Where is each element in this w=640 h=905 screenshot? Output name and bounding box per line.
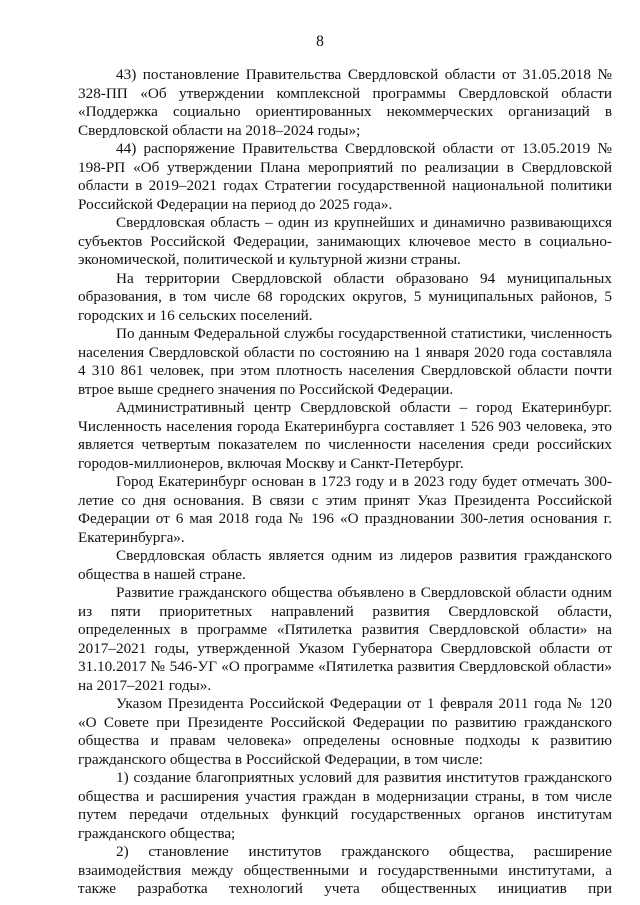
list-item-approach-1: 1) создание благоприятных условий для развития институтов гражданского общества и расширения участия граждан в модернизации страны, в том числе путем передачи отдельных функций государственных органов институтам гражданского общества; xyxy=(78,769,612,842)
paragraph-item-43: 43) постановление Правительства Свердловской области от 31.05.2018 № 328-ПП «Об утверждении комплексной программы Свердловской области «Поддержка социально ориентированных некоммерческих организаций в Свердловской области на 2018–2024 годы»; xyxy=(78,66,612,139)
paragraph-municipalities: На территории Свердловской области образовано 94 муниципальных образования, в том числе 68 городских округов, 5 муниципальных районов, 5 городских и 16 сельских поселений. xyxy=(78,269,612,324)
list-item-approach-2: 2) становление институтов гражданского общества, расширение взаимодействия между общественными и государственными институтами, а также разработка технологий учета общественных инициатив при xyxy=(78,843,612,897)
body-text xyxy=(78,66,612,899)
paragraph-city-anniversary: Город Екатеринбург основан в 1723 году и в 2023 году будет отмечать 300-летие со дня основания. В связи с этим принят Указ Президента Российской Федерации от 6 мая 2018 года № 196 «О праздновании 300-летия основания г. Екатеринбурга». xyxy=(78,473,612,546)
paragraph-population: По данным Федеральной службы государственной статистики, численность населения Свердловской области по состоянию на 1 января 2020 года составляла 4 310 861 человек, при этом плотность населения Свердловской области почти втрое выше среднего значения по Российской Федерации. xyxy=(78,325,612,398)
paragraph-item-44: 44) распоряжение Правительства Свердловской области от 13.05.2019 № 198-РП «Об утверждении Плана мероприятий по реализации в Свердловской области в 2019–2021 годах Стратегии государственной национальной политики Российской Федерации на период до 2025 года». xyxy=(78,140,612,213)
paragraph-administrative-center: Административный центр Свердловской области – город Екатеринбург. Численность населения города Екатеринбурга составляет 1 526 903 человека, это является четвертым показателем по численности населения среди российских городов-миллионеров, включая Москву и Санкт-Петербург. xyxy=(78,399,612,472)
paragraph-civil-society-leader: Свердловская область является одним из лидеров развития гражданского общества в нашей стране. xyxy=(78,547,612,583)
page-number: 8 xyxy=(316,33,324,50)
paragraph-priority-directions: Развитие гражданского общества объявлено в Свердловской области одним из пяти приоритетных направлений развития Свердловской области, определенных в программе «Пятилетка развития Свердловской области» на 2017–2021 годы, утвержденной Указом Губернатора Свердловской области от 31.10.2017 № 546-УГ «О программе «Пятилетка развития Свердловской области» на 2017–2021 годы». xyxy=(78,584,612,694)
paragraph-region-overview: Свердловская область – один из крупнейших и динамично развивающихся субъектов Российской Федерации, занимающих ключевое место в социально-экономической, политической и культурной жизни страны. xyxy=(78,214,612,268)
paragraph-presidential-decree: Указом Президента Российской Федерации от 1 февраля 2011 года № 120 «О Совете при Президенте Российской Федерации по развитию гражданского общества и правам человека» определены основные подходы к развитию гражданского общества в Российской Федерации, в том числе: xyxy=(78,695,612,768)
